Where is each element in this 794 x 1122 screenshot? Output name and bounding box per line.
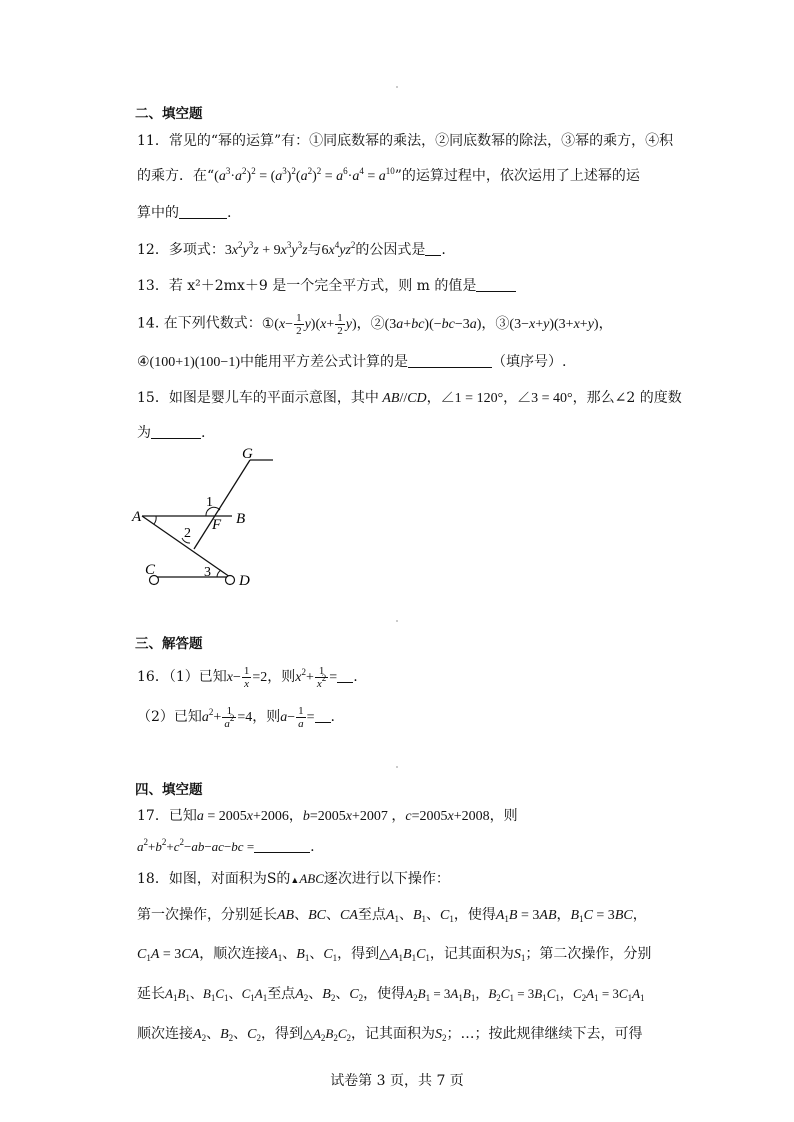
section-heading-fill-in-2: 四、填空题 [135,782,203,798]
label-A: A [132,509,142,525]
section-heading-fill-in: 二、填空题 [135,106,203,122]
q11-line3: 算中的 . [137,205,232,221]
q12: 12．多项式：$3x^2y^3z + 9x^3y^3z$与$6x^4yz^2$的公因式是 . [137,240,446,258]
page-footer: 试卷第 3 页，共 7 页 [330,1073,464,1089]
label-angle-3: 3 [204,565,211,580]
q15-line2: 为 . [137,425,206,441]
label-angle-1: 1 [206,495,213,510]
answer-blank[interactable] [151,424,201,439]
answer-blank[interactable] [337,668,353,683]
q15-line1: 15．如图是婴儿车的平面示意图，其中 AB//CD，∠1 = 120°，∠3 = 40°，那么∠2 的度数 [137,390,682,406]
q18-line1: 18．如图，对面积为S的▲ABC逐次进行以下操作： [137,871,450,887]
stroller-diagram [128,442,288,592]
q16-part1: 16．（1）已知x− $\frac{1}{x}$ =2，则$x^2+$ $\frac{1}{x^2}$ = . [137,665,358,691]
section-heading-answer: 三、解答题 [135,636,203,652]
q18-line2: 第一次操作，分别延长AB、BC、CA至点$A_1$、$B_1$、$C_1$，使得$A_1B = 3AB$，$B_1C = 3BC$， [137,907,647,924]
label-D: D [239,573,250,589]
q14-line2: ④(100+1)(100−1)中能用平方差公式计算的是 （填序号）. [137,354,567,370]
answer-blank[interactable] [179,204,227,219]
q13: 13．若 x²＋2mx＋9 是一个完全平方式，则 m 的值是 [137,276,516,296]
label-C: C [145,562,156,578]
answer-blank[interactable] [254,838,310,853]
label-angle-2: 2 [184,526,191,541]
q18-line5: 顺次连接$A_2$、$B_2$、$C_2$，得到$\triangle A_2B_2C_2$，记其面积为$S_2$；…；按此规律继续下去，可得 [137,1026,643,1043]
label-F: F [212,517,222,533]
answer-blank[interactable] [315,708,331,723]
answer-blank[interactable] [425,241,441,256]
q16-part2: （2）已知$a^2+$ $\frac{1}{a^2}$ =4，则a− $\frac{1}{a}$ = . [137,705,335,731]
q17-line1: 17．已知a = 2005x+2006，b=2005x+2007 ，c=2005x+2008，则 [137,808,518,824]
q18-line4: 延长$A_1B_1$、$B_1C_1$、$C_1A_1$至点$A_2$、$B_2$、$C_2$，使得$A_2B_1 = 3A_1B_1$，$B_2C_1 = 3B_1C_1$，$C_2A_1 = 3C_1A_1$ [137,986,645,1003]
q14-line1: 14. 在下列代数式：①(x− $\frac{1}{2}$ y)(x+ $\frac{1}{2}$ y)，②(3a+bc)(−bc−3a)，③(3−x+y)(3+x+y)， [137,312,613,337]
q11-line2: 的乘方．在“$(a^3\cdot a^2)^2 = (a^3)^2(a^2)^2 = a^6\cdot a^4 = a^{10}$”的运算过程中，依次运用了上述幂的运 [137,166,640,184]
q18-line3: $C_1A = 3CA$，顺次连接$A_1$、$B_1$、$C_1$，得到$\triangle A_1B_1C_1$，记其面积为$S_1$；第二次操作，分别 [137,946,652,963]
q11-line1: 11．常见的“幂的运算”有：①同底数幂的乘法，②同底数幂的除法，③幂的乘方，④积 [137,133,674,149]
q17-line2: $a^2+b^2+c^2-ab-ac-bc$ = . [137,837,315,855]
answer-blank[interactable] [476,277,516,292]
label-B: B [236,511,246,527]
label-G: G [242,446,253,462]
answer-blank[interactable] [408,353,492,368]
